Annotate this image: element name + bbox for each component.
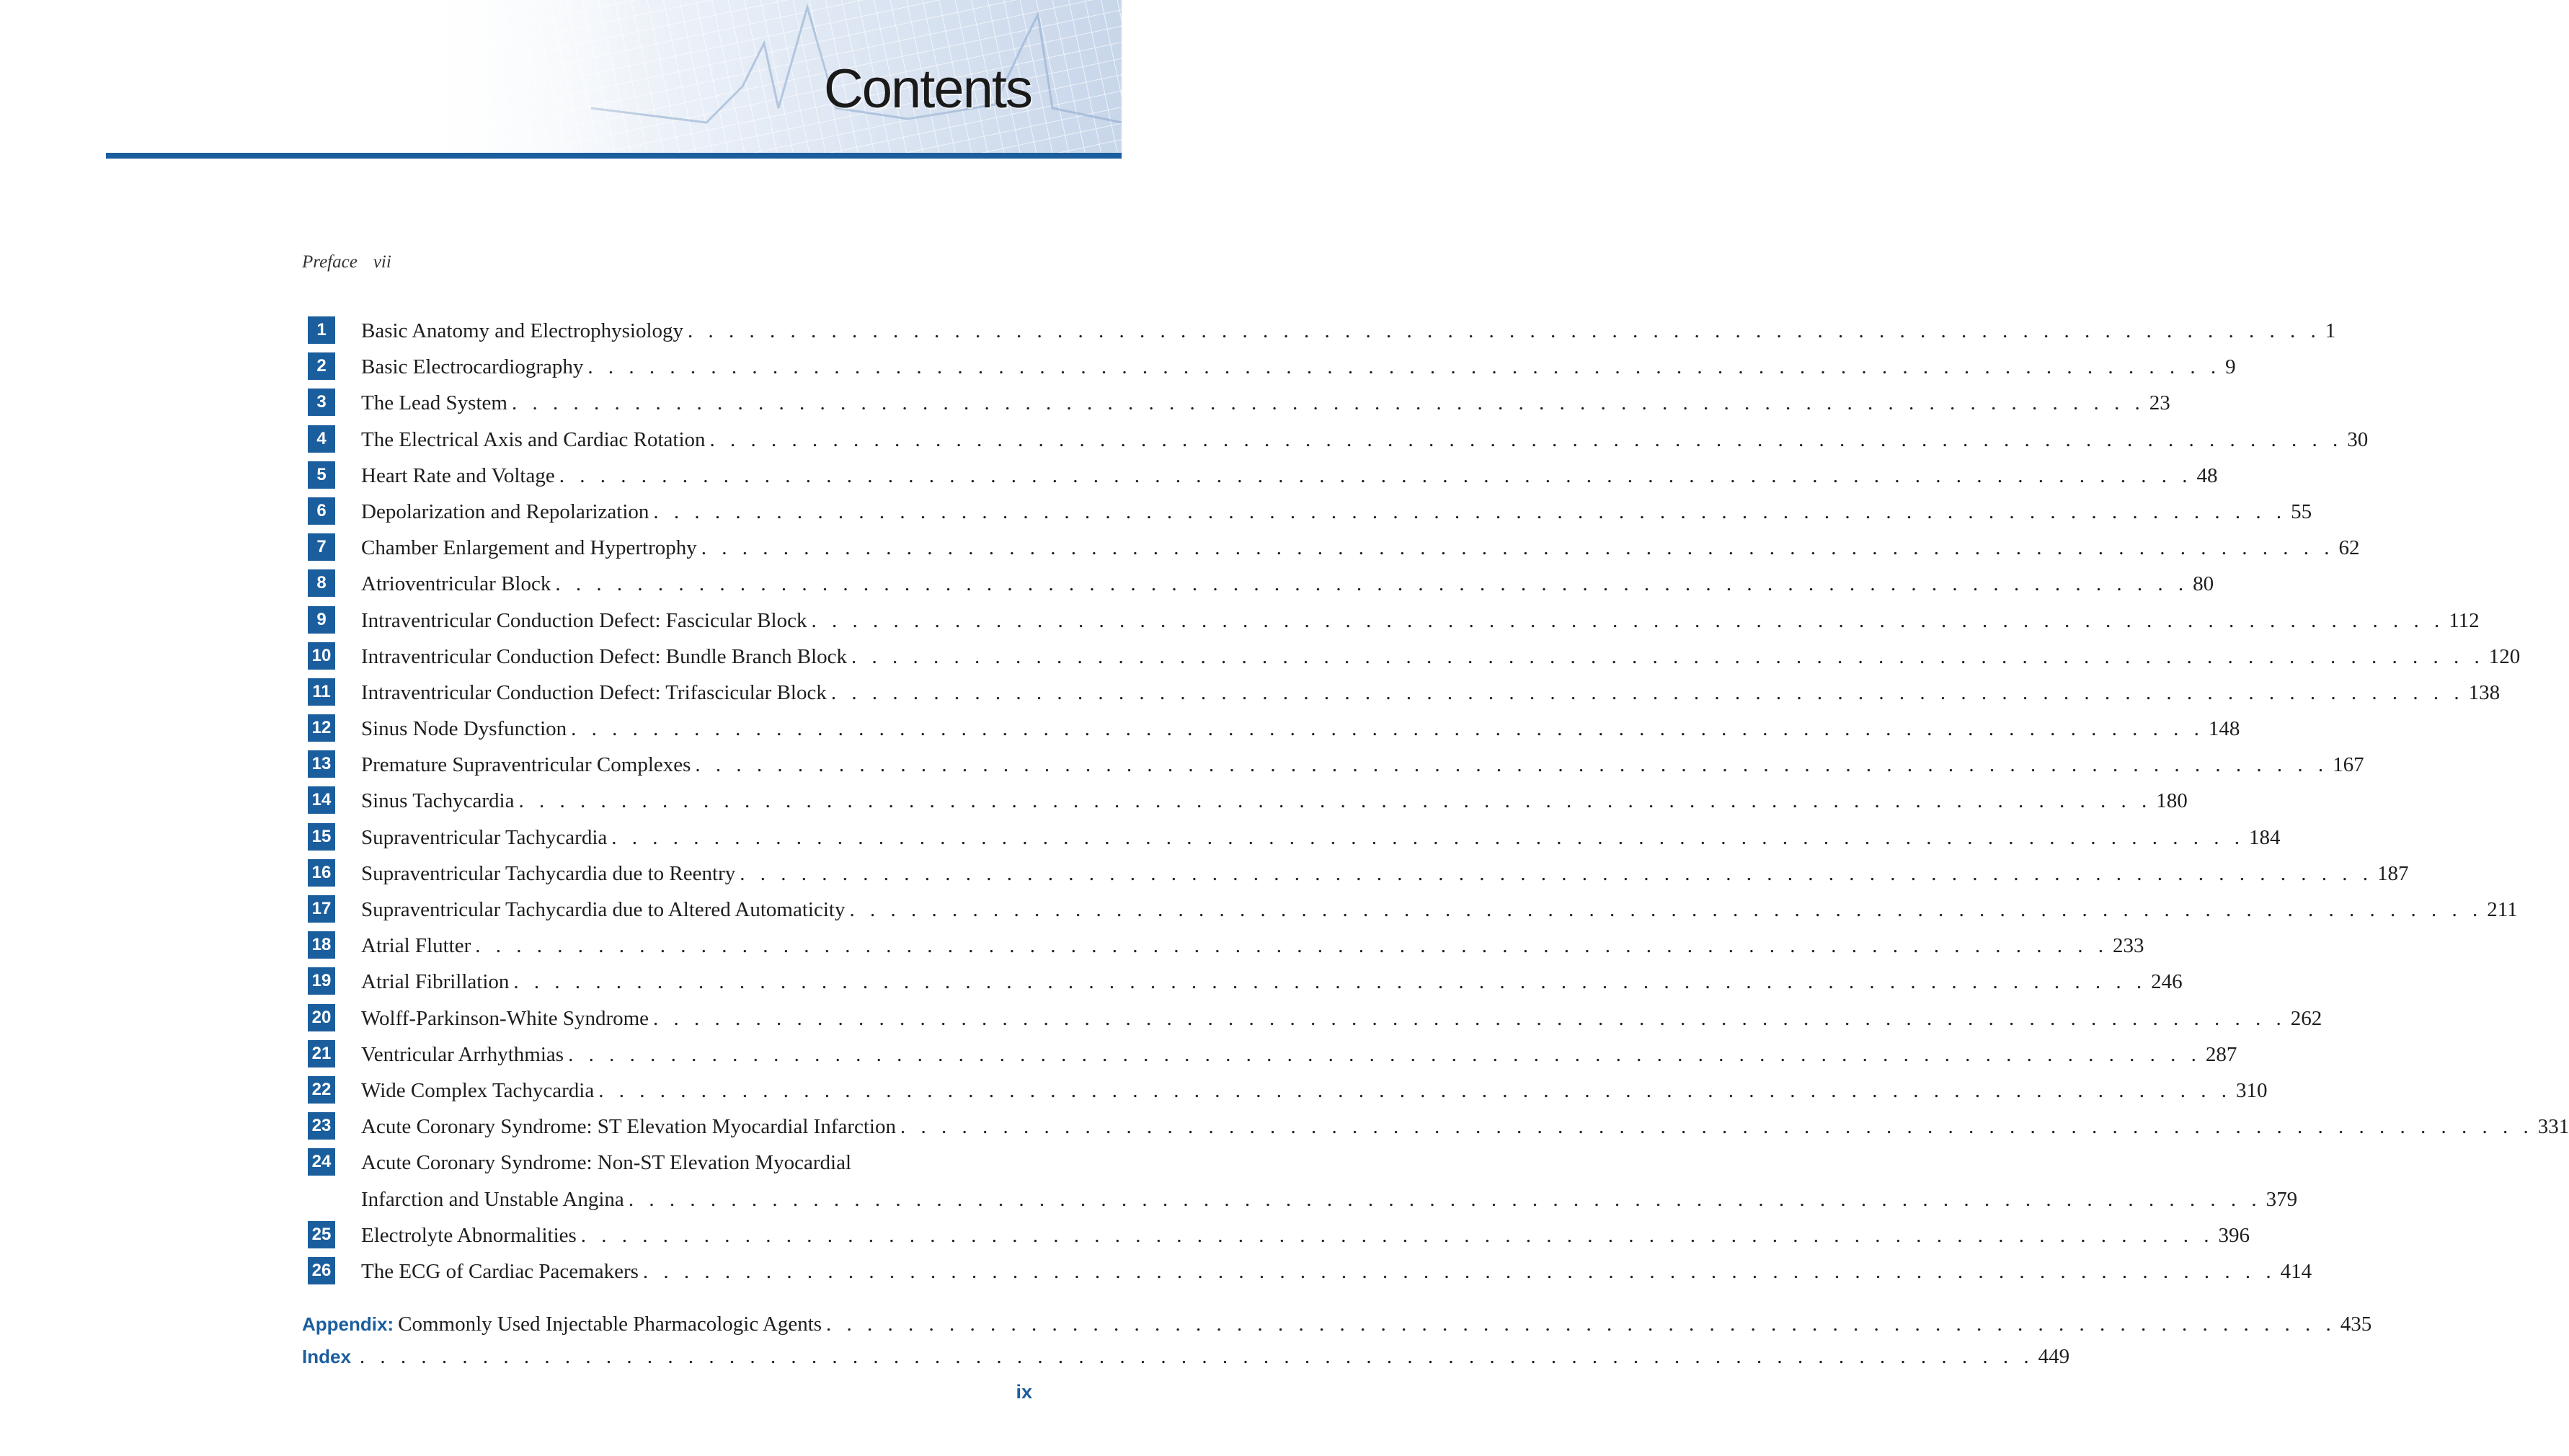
chapter-number-badge: 3 [308, 389, 335, 416]
chapter-number-badge: 17 [308, 895, 335, 923]
chapter-line [361, 822, 2281, 853]
chapter-title: Heart Rate and Voltage [361, 463, 555, 487]
chapter-line [361, 1147, 1032, 1178]
chapter-entry[interactable] [308, 315, 2336, 351]
chapter-page: 310 [2235, 1078, 2268, 1102]
chapter-number-badge: 24 [308, 1148, 335, 1176]
chapter-page: 120 [2488, 644, 2521, 668]
dot-leader: . . . . . . . . . . . . . . . . . . . . . . . . . . . . . . . . . . . . . . . . . . . . . . . . . . . . . . . . . . . . . . . . . . . . . . . . . . . . . . . . [740, 861, 2373, 885]
index-label: Index [302, 1346, 351, 1367]
appendix-label: Appendix: [302, 1313, 394, 1335]
chapter-line [361, 930, 2144, 962]
chapter-entry[interactable] [308, 930, 2144, 966]
chapter-line [361, 568, 2214, 600]
chapter-page: 379 [2266, 1187, 2298, 1211]
chapter-entry[interactable] [308, 1184, 2298, 1220]
chapter-page: 180 [2156, 789, 2188, 813]
chapter-page: 148 [2208, 717, 2240, 741]
chapter-entry[interactable] [308, 387, 2170, 423]
chapter-entry[interactable] [308, 1039, 2237, 1075]
dot-leader: . . . . . . . . . . . . . . . . . . . . . . . . . . . . . . . . . . . . . . . . . . . . . . . . . . . . . . . . . . . . . . . . . . . . . . . . . . . . . . . . [511, 391, 2145, 415]
chapter-page: 167 [2333, 753, 2364, 777]
chapter-number-badge: 15 [308, 823, 335, 851]
chapter-number-badge: 13 [308, 750, 335, 778]
chapter-entry[interactable] [308, 351, 2236, 387]
chapter-line [361, 1039, 2237, 1070]
chapter-number-badge: 22 [308, 1076, 335, 1104]
chapter-number-badge: 19 [308, 967, 335, 995]
chapter-line [361, 1256, 2312, 1287]
chapter-number-badge: 14 [308, 786, 335, 814]
chapter-entry[interactable] [308, 532, 2360, 568]
chapter-line [361, 894, 2518, 925]
chapter-entry[interactable] [308, 749, 2364, 785]
chapter-title: Basic Electrocardiography [361, 355, 584, 379]
chapter-line [361, 315, 2336, 347]
chapter-page: 187 [2377, 861, 2409, 885]
dot-leader: . . . . . . . . . . . . . . . . . . . . . . . . . . . . . . . . . . . . . . . . . . . . . . . . . . . . . . . . . . . . . . . . . . . . . . . . . . . . . . . . [518, 789, 2152, 813]
dot-leader: . . . . . . . . . . . . . . . . . . . . . . . . . . . . . . . . . . . . . . . . . . . . . . . . . . . . . . . . . . . . . . . . . . . . . . . . . . . . . . . . . . [359, 1345, 2034, 1368]
dot-leader: . . . . . . . . . . . . . . . . . . . . . . . . . . . . . . . . . . . . . . . . . . . . . . . . . . . . . . . . . . . . . . . . . . . . . . . . . . . . . . . . [701, 536, 2335, 560]
chapter-title: Intraventricular Conduction Defect: Trifascicular Block [361, 680, 827, 704]
dot-leader: . . . . . . . . . . . . . . . . . . . . . . . . . . . . . . . . . . . . . . . . . . . . . . . . . . . . . . . . . . . . . . . . . . . . . . . . . . . . . . . . [653, 500, 2287, 523]
chapter-page: 287 [2205, 1042, 2237, 1066]
chapter-entry[interactable] [308, 1075, 2268, 1111]
chapter-title: Depolarization and Repolarization [361, 500, 649, 523]
chapter-title: Supraventricular Tachycardia due to Reentry [361, 861, 736, 885]
chapter-entry[interactable] [308, 858, 2409, 894]
chapter-page: 211 [2487, 898, 2518, 921]
chapter-entry[interactable] [308, 1003, 2322, 1039]
index-entry[interactable] [302, 1341, 2070, 1372]
dot-leader: . . . . . . . . . . . . . . . . . . . . . . . . . . . . . . . . . . . . . . . . . . . . . . . . . . . . . . . . . . . . . . . . . . . . . . . . . . . . . . . . [653, 1006, 2286, 1030]
chapter-number-badge: 16 [308, 859, 335, 887]
dot-leader: . . . . . . . . . . . . . . . . . . . . . . . . . . . . . . . . . . . . . . . . . . . . . . . . . . . . . . . . . . . . . . . . . . . . . . . . . . . . . . . . [568, 1042, 2201, 1066]
chapter-list [308, 315, 2569, 1292]
chapter-number-badge: 7 [308, 533, 335, 561]
chapter-title: Sinus Tachycardia [361, 789, 515, 813]
chapter-line [361, 858, 2409, 889]
chapter-entry[interactable] [308, 568, 2214, 604]
dot-leader: . . . . . . . . . . . . . . . . . . . . . . . . . . . . . . . . . . . . . . . . . . . . . . . . . . . . . . . . . . . . . . . . . . . . . . . . . . . . . . . . [709, 427, 2343, 451]
chapter-line [361, 1075, 2268, 1106]
chapter-line [361, 785, 2188, 817]
dot-leader: . . . . . . . . . . . . . . . . . . . . . . . . . . . . . . . . . . . . . . . . . . . . . . . . . . . . . . . . . . . . . . . . . . . . . . . . . . . . . . . . [811, 608, 2445, 632]
appendix-entry[interactable] [302, 1308, 2372, 1340]
dot-leader: . . . . . . . . . . . . . . . . . . . . . . . . . . . . . . . . . . . . . . . . . . . . . . . . . . . . . . . . . . . . . . . . . . . . . . . . . . . . . . . . [849, 898, 2483, 921]
chapter-number-badge: 1 [308, 316, 335, 344]
chapter-entry[interactable] [308, 785, 2188, 821]
chapter-line [361, 641, 2521, 672]
dot-leader: . . . . . . . . . . . . . . . . . . . . . . . . . . . . . . . . . . . . . . . . . . . . . . . . . . . . . . . . . . . . . . . . . . . . . . . . . . . . . . . . [587, 355, 2222, 379]
preface-entry[interactable] [302, 252, 391, 272]
appendix-page: 435 [2340, 1313, 2372, 1336]
chapter-page: 184 [2249, 825, 2281, 849]
chapter-line [361, 460, 2218, 492]
chapter-number-badge: 6 [308, 497, 335, 525]
chapter-line [361, 424, 2369, 456]
page-title: Contents [823, 58, 1031, 120]
chapter-title: Electrolyte Abnormalities [361, 1223, 577, 1247]
dot-leader: . . . . . . . . . . . . . . . . . . . . . . . . . . . . . . . . . . . . . . . . . . . . . . . . . . . . . . . . . . . . . . . . . . . . . . . . . . . . . . . . [555, 572, 2189, 596]
dot-leader: . . . . . . . . . . . . . . . . . . . . . . . . . . . . . . . . . . . . . . . . . . . . . . . . . . . . . . . . . . . . . . . . . . . . . . . . . . . . . . . . [571, 717, 2204, 741]
dot-leader: . . . . . . . . . . . . . . . . . . . . . . . . . . . . . . . . . . . . . . . . . . . . . . . . . . . . . . . . . . . . . . . . . . . . . . . . . . [826, 1313, 2336, 1336]
chapter-page: 138 [2468, 680, 2501, 704]
chapter-line [361, 1184, 2298, 1215]
chapter-entry[interactable] [308, 641, 2521, 677]
chapter-title: Basic Anatomy and Electrophysiology [361, 319, 684, 342]
chapter-entry[interactable] [308, 1111, 2569, 1147]
chapter-page: 262 [2290, 1006, 2322, 1030]
chapter-entry[interactable] [308, 460, 2218, 496]
chapter-title: Atrioventricular Block [361, 572, 551, 596]
chapter-page: 48 [2196, 463, 2218, 487]
dot-leader: . . . . . . . . . . . . . . . . . . . . . . . . . . . . . . . . . . . . . . . . . . . . . . . . . . . . . . . . . . . . . . . . . . . . . . . . . . . . . . . . [513, 970, 2147, 994]
page-number: ix [1016, 1381, 1032, 1403]
header-divider [106, 153, 1122, 159]
chapter-title: Wide Complex Tachycardia [361, 1078, 595, 1102]
chapter-entry[interactable] [308, 713, 2240, 749]
chapter-title: Premature Supraventricular Complexes [361, 753, 691, 777]
chapter-title: Acute Coronary Syndrome: Non-ST Elevation Myocardial [361, 1151, 852, 1175]
chapter-line [361, 387, 2170, 419]
index-page: 449 [2038, 1345, 2070, 1368]
dot-leader: . . . . . . . . . . . . . . . . . . . . . . . . . . . . . . . . . . . . . . . . . . . . . . . . . . . . . . . . . . . . . . . . . . . . . . . . . . . . . . . . [475, 934, 2108, 958]
chapter-line [361, 966, 2183, 998]
dot-leader: . . . . . . . . . . . . . . . . . . . . . . . . . . . . . . . . . . . . . . . . . . . . . . . . . . . . . . . . . . . . . . . . . . . . . . . . . . . . . . . . [598, 1078, 2232, 1102]
chapter-line [361, 532, 2360, 564]
dot-leader: . . . . . . . . . . . . . . . . . . . . . . . . . . . . . . . . . . . . . . . . . . . . . . . . . . . . . . . . . . . . . . . . . . . . . . . . . . . . . . . . [900, 1115, 2534, 1139]
chapter-line [361, 1220, 2250, 1251]
chapter-entry[interactable] [308, 1256, 2312, 1292]
dot-leader: . . . . . . . . . . . . . . . . . . . . . . . . . . . . . . . . . . . . . . . . . . . . . . . . . . . . . . . . . . . . . . . . . . . . . . . . . . . . . . . . [580, 1223, 2214, 1247]
chapter-number-badge: 10 [308, 642, 335, 670]
chapter-title: The ECG of Cardiac Pacemakers [361, 1259, 639, 1283]
chapter-line [361, 713, 2240, 745]
chapter-page: 30 [2347, 427, 2369, 451]
chapter-number-badge: 18 [308, 931, 335, 959]
chapter-title: Supraventricular Tachycardia [361, 825, 608, 849]
chapter-title: Supraventricular Tachycardia due to Altered Automaticity [361, 898, 846, 921]
dot-leader: . . . . . . . . . . . . . . . . . . . . . . . . . . . . . . . . . . . . . . . . . . . . . . . . . . . . . . . . . . . . . . . . . . . . . . . . . . . . . . . . [642, 1259, 2276, 1283]
chapter-number-badge: 20 [308, 1004, 335, 1031]
dot-leader: . . . . . . . . . . . . . . . . . . . . . . . . . . . . . . . . . . . . . . . . . . . . . . . . . . . . . . . . . . . . . . . . . . . . . . . . . . . . . . . . [611, 825, 2245, 849]
chapter-page: 331 [2537, 1115, 2569, 1139]
chapter-page: 62 [2338, 536, 2360, 560]
chapter-title: The Electrical Axis and Cardiac Rotation [361, 427, 706, 451]
appendix-title: Commonly Used Injectable Pharmacologic Agents [398, 1313, 822, 1336]
chapter-line [361, 351, 2236, 383]
chapter-entry[interactable] [308, 605, 2480, 641]
chapter-number-badge: 26 [308, 1257, 335, 1284]
chapter-title: Infarction and Unstable Angina [361, 1187, 624, 1211]
chapter-line [361, 605, 2480, 636]
chapter-entry[interactable] [308, 677, 2501, 713]
chapter-number-badge: 9 [308, 606, 335, 634]
chapter-page: 1 [2325, 319, 2336, 342]
chapter-number-badge: 5 [308, 461, 335, 489]
chapter-entry[interactable] [308, 822, 2281, 858]
chapter-title: Intraventricular Conduction Defect: Bundle Branch Block [361, 644, 848, 668]
chapter-page: 9 [2225, 355, 2236, 379]
chapter-page: 55 [2291, 500, 2312, 523]
dot-leader: . . . . . . . . . . . . . . . . . . . . . . . . . . . . . . . . . . . . . . . . . . . . . . . . . . . . . . . . . . . . . . . . . . . . . . . . . . . . . . . . [688, 319, 2321, 342]
dot-leader: . . . . . . . . . . . . . . . . . . . . . . . . . . . . . . . . . . . . . . . . . . . . . . . . . . . . . . . . . . . . . . . . . . . . . . . . . . . . . . . . [695, 753, 2329, 777]
chapter-entry[interactable] [308, 1220, 2250, 1256]
chapter-page: 112 [2449, 608, 2480, 632]
chapter-entry[interactable] [308, 1147, 1032, 1183]
chapter-entry[interactable] [308, 424, 2369, 460]
chapter-line [361, 1111, 2569, 1142]
chapter-line [361, 1003, 2322, 1034]
chapter-page: 396 [2218, 1223, 2250, 1247]
chapter-number-badge: 2 [308, 352, 335, 380]
chapter-number-badge: 4 [308, 425, 335, 453]
preface-page: vii [373, 252, 391, 272]
chapter-page: 246 [2151, 970, 2183, 994]
dot-leader: . . . . . . . . . . . . . . . . . . . . . . . . . . . . . . . . . . . . . . . . . . . . . . . . . . . . . . . . . . . . . . . . . . . . . . . . . . . . . . . . [851, 644, 2485, 668]
chapter-entry[interactable] [308, 894, 2518, 930]
chapter-title: Atrial Fibrillation [361, 970, 510, 994]
chapter-entry[interactable] [308, 966, 2183, 1002]
chapter-title: Sinus Node Dysfunction [361, 717, 567, 741]
dot-leader: . . . . . . . . . . . . . . . . . . . . . . . . . . . . . . . . . . . . . . . . . . . . . . . . . . . . . . . . . . . . . . . . . . . . . . . . . . . . . . . . [628, 1187, 2262, 1211]
chapter-title: Acute Coronary Syndrome: ST Elevation Myocardial Infarction [361, 1115, 896, 1139]
preface-label: Preface [302, 252, 358, 272]
chapter-page: 414 [2280, 1259, 2312, 1283]
chapter-number-badge: 23 [308, 1112, 335, 1140]
chapter-page: 23 [2149, 391, 2170, 415]
dot-leader: . . . . . . . . . . . . . . . . . . . . . . . . . . . . . . . . . . . . . . . . . . . . . . . . . . . . . . . . . . . . . . . . . . . . . . . . . . . . . . . . [559, 463, 2193, 487]
chapter-line [361, 749, 2364, 781]
chapter-title: The Lead System [361, 391, 507, 415]
chapter-number-badge: 11 [308, 678, 335, 706]
chapter-title: Intraventricular Conduction Defect: Fascicular Block [361, 608, 807, 632]
chapter-number-badge: 21 [308, 1040, 335, 1067]
chapter-number-badge: 12 [308, 714, 335, 742]
chapter-number-badge: 25 [308, 1221, 335, 1248]
dot-leader: . . . . . . . . . . . . . . . . . . . . . . . . . . . . . . . . . . . . . . . . . . . . . . . . . . . . . . . . . . . . . . . . . . . . . . . . . . . . . . . . [830, 680, 2464, 704]
chapter-title: Wolff-Parkinson-White Syndrome [361, 1006, 649, 1030]
chapter-entry[interactable] [308, 496, 2312, 532]
chapter-page: 233 [2112, 934, 2144, 958]
chapter-title: Chamber Enlargement and Hypertrophy [361, 536, 697, 560]
chapter-line [361, 496, 2312, 528]
chapter-title: Ventricular Arrhythmias [361, 1042, 564, 1066]
chapter-line [361, 677, 2501, 709]
chapter-title: Atrial Flutter [361, 934, 471, 958]
chapter-number-badge: 8 [308, 569, 335, 597]
chapter-page: 80 [2193, 572, 2214, 596]
